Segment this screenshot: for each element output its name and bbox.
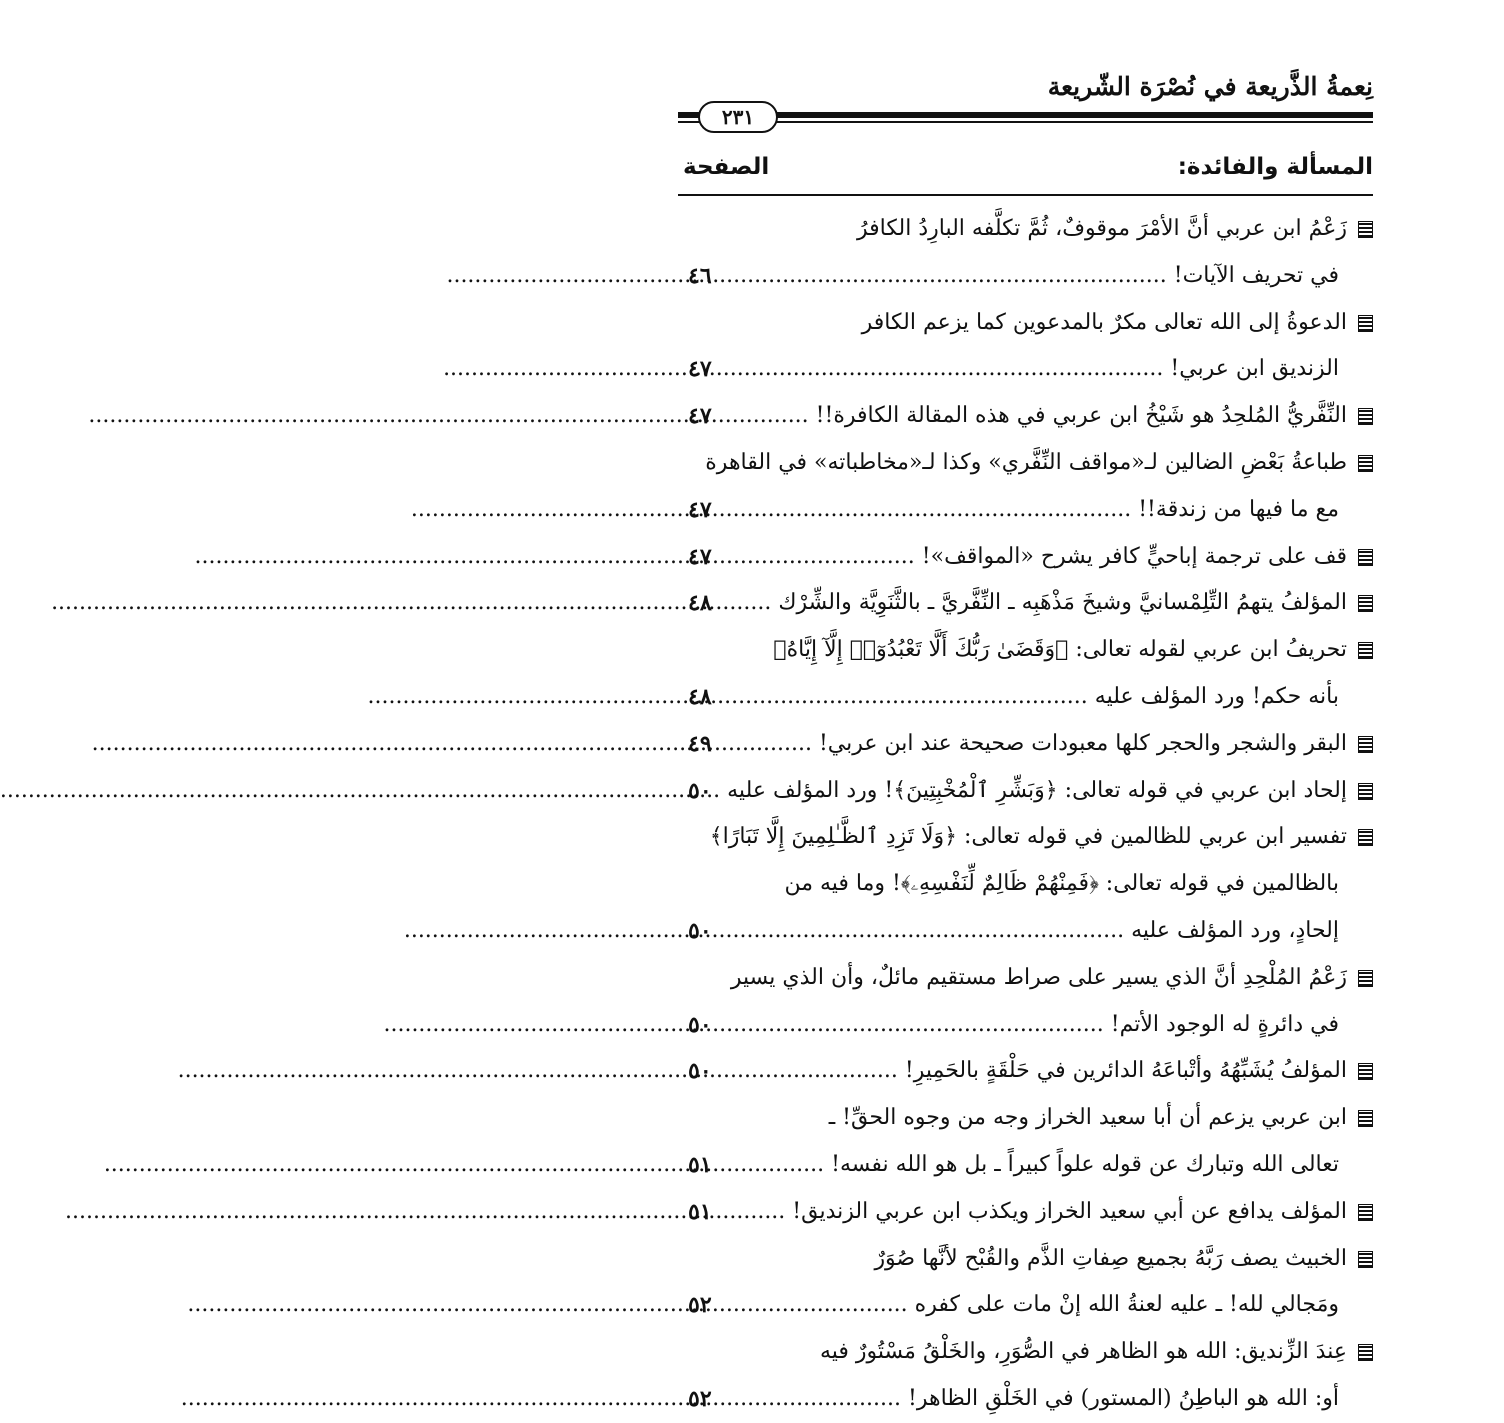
book-bullet-icon — [1358, 549, 1373, 566]
toc-entry-line — [678, 768, 1373, 815]
column-headers — [678, 150, 1373, 190]
toc-entry-text: زَعْمُ المُلْحِدِ أنَّ الذي يسير على صراط مستقيم مائلٌ، وأن الذي يسير — [730, 964, 1347, 990]
toc-entry-page: ٥٠ — [688, 777, 712, 804]
book-bullet-icon — [1358, 783, 1373, 800]
toc-entry-line — [678, 1048, 1373, 1095]
toc-entry-line — [678, 861, 1373, 908]
toc-entry-page: ٤٧ — [688, 543, 712, 570]
toc-entry-text: بالظالمين في قوله تعالى: ﴿فَمِنْهُمْ ظَالِمٌ لِّنَفْسِهِۦ﴾! وما فيه من — [784, 871, 1339, 897]
toc-entry-line — [678, 1236, 1373, 1283]
book-bullet-icon — [1358, 221, 1373, 238]
page-number: ٢٣١ — [698, 101, 778, 133]
toc-entry-line — [678, 674, 1373, 721]
toc-entry-line — [678, 627, 1373, 674]
toc-entry-text: في دائرةٍ له الوجود الأتم! ..... — [774, 1002, 1339, 1049]
toc-entry-line — [678, 440, 1373, 487]
toc-entry-text: المؤلف يدافع عن أبي سعيد الخراز ويكذب ابن عربي الزنديق! ..... — [774, 1189, 1347, 1236]
toc-entry — [678, 534, 1373, 581]
toc-entry-page: ٤٩ — [688, 730, 712, 757]
toc-entry-text: الزنديق ابن عربي! ..... — [774, 346, 1339, 393]
toc-entry-text: طباعةُ بَعْضِ الضالين لـ«مواقف النِّفَّري» وكذا لـ«مخاطباته» في القاهرة — [705, 449, 1347, 475]
toc-entry-page: ٤٧ — [688, 403, 712, 430]
toc-entry — [678, 300, 1373, 394]
toc-entry-page: ٤٨ — [688, 683, 712, 710]
column-topic-header: المسألة والفائدة: — [1177, 154, 1373, 180]
book-bullet-icon — [1358, 315, 1373, 332]
toc-entry-line — [678, 346, 1373, 393]
toc-entry-page: ٥١ — [688, 1151, 712, 1178]
book-bullet-icon — [1358, 595, 1373, 612]
toc-entry — [678, 1236, 1373, 1330]
toc-entry-text: البقر والشجر والحجر كلها معبودات صحيحة عند ابن عربي! ..... — [774, 721, 1347, 768]
toc-entry — [678, 1329, 1373, 1423]
header-rule — [678, 112, 1373, 124]
toc-entry-text: إلحادٍ، ورد المؤلف عليه ..... — [774, 908, 1339, 955]
book-bullet-icon — [1358, 1344, 1373, 1361]
toc-entry-text: المؤلفُ يتهمُ التِّلِمْسانيَّ وشيخَ مَذْهَبِه ـ النِّفَّريَّ ـ بالثَّنَوِيَّة والشِّرْك ..... — [774, 580, 1347, 627]
toc-entry-page: ٤٧ — [688, 496, 712, 523]
toc-entry — [678, 206, 1373, 300]
toc-entry-line — [678, 1002, 1373, 1049]
book-bullet-icon — [1358, 408, 1373, 425]
toc-entry-line — [678, 955, 1373, 1002]
toc-entry-page: ٥٠ — [688, 1011, 712, 1038]
book-bullet-icon — [1358, 970, 1373, 987]
book-bullet-icon — [1358, 1063, 1373, 1080]
toc-entry-page: ٥٠ — [688, 1058, 712, 1085]
toc-entries — [678, 206, 1373, 1423]
book-bullet-icon — [1358, 736, 1373, 753]
toc-entry-line — [678, 1329, 1373, 1376]
toc-entry-text: تعالى الله وتبارك عن قوله علواً كبيراً ـ بل هو الله نفسه! ..... — [774, 1142, 1339, 1189]
page-header — [678, 64, 1373, 134]
toc-entry — [678, 721, 1373, 768]
toc-entry-line — [678, 721, 1373, 768]
toc-entry-line — [678, 300, 1373, 347]
toc-entry — [678, 1189, 1373, 1236]
toc-entry-line — [678, 534, 1373, 581]
column-page-header: الصفحة — [683, 154, 770, 180]
toc-entry — [678, 393, 1373, 440]
toc-entry-text: ابن عربي يزعم أن أبا سعيد الخراز وجه من وجوه الحقِّ! ـ — [828, 1105, 1347, 1131]
toc-entry-text: تفسير ابن عربي للظالمين في قوله تعالى: ﴿وَلَا تَزِدِ ٱلظَّـٰلِمِينَ إِلَّا تَبَارًا﴾ — [709, 824, 1347, 850]
toc-entry-line — [678, 1189, 1373, 1236]
toc-entry-text: الخبيث يصف رَبَّهُ بجميع صِفاتِ الذَّم والقُبْح لأنَّها صُوَرٌ — [874, 1245, 1347, 1271]
toc-entry-line — [678, 1282, 1373, 1329]
toc-entry-line — [678, 814, 1373, 861]
toc-entry-line — [678, 206, 1373, 253]
toc-entry-line — [678, 1376, 1373, 1423]
book-bullet-icon — [1358, 1204, 1373, 1221]
toc-entry-text: عِندَ الزِّنديق: الله هو الظاهر في الصُّوَرِ، والخَلْقُ مَسْتُورٌ فيه — [819, 1339, 1347, 1365]
toc-entry-line — [678, 1095, 1373, 1142]
book-bullet-icon — [1358, 1110, 1373, 1127]
toc-entry-line — [678, 580, 1373, 627]
toc-entry-text: بأنه حكم! ورد المؤلف عليه ..... — [774, 674, 1339, 721]
toc-entry-page: ٤٦ — [688, 262, 712, 289]
toc-entry-text: الدعوةُ إلى الله تعالى مكرٌ بالمدعوين كما يزعم الكافر — [861, 309, 1347, 335]
toc-entry-text: إلحاد ابن عربي في قوله تعالى: ﴿وَبَشِّرِ ٱلْمُخْبِتِينَ﴾! ورد المؤلف عليه ..... — [774, 768, 1347, 815]
toc-entry-page: ٤٨ — [688, 590, 712, 617]
toc-entry — [678, 1048, 1373, 1095]
toc-entry-text: أو: الله هو الباطِنُ (المستور) في الخَلْقِ الظاهر! ..... — [774, 1376, 1339, 1423]
toc-entry-page: ٤٧ — [688, 356, 712, 383]
book-bullet-icon — [1358, 1251, 1373, 1268]
toc-entry — [678, 814, 1373, 954]
toc-entry-text: في تحريف الآيات! ..... — [774, 253, 1339, 300]
toc-entry — [678, 1095, 1373, 1189]
toc-entry — [678, 580, 1373, 627]
toc-entry-page: ٥٢ — [688, 1292, 712, 1319]
toc-entry-page: ٥١ — [688, 1198, 712, 1225]
toc-entry — [678, 440, 1373, 534]
toc-entry-line — [678, 908, 1373, 955]
toc-entry-text: المؤلفُ يُشَبِّهُهُ وأتْباعَهُ الدائرين في حَلْقَةٍ بالحَمِيرِ! ..... — [774, 1048, 1347, 1095]
toc-entry-line — [678, 393, 1373, 440]
toc-entry-line — [678, 1142, 1373, 1189]
toc-entry-text: مع ما فيها من زندقة!! ..... — [774, 487, 1339, 534]
toc-entry-text: زَعْمُ ابن عربي أنَّ الأمْرَ موقوفٌ، ثُمَّ تكلَّفه البارِدُ الكافرُ — [857, 216, 1347, 241]
book-bullet-icon — [1358, 829, 1373, 846]
toc-entry-text: قف على ترجمة إباحيٍّ كافر يشرح «المواقف»! ..... — [774, 534, 1347, 581]
toc-entry — [678, 627, 1373, 721]
toc-entry-page: ٥٢ — [688, 1385, 712, 1412]
book-title: نِعمةُ الذَّريعة في نُصْرَة الشّريعة — [1047, 72, 1373, 101]
toc-entry-text: النِّفَّريُّ المُلحِدُ هو شَيْخُ ابن عربي في هذه المقالة الكافرة!! ..... — [774, 393, 1347, 440]
toc-entry — [678, 955, 1373, 1049]
column-header-rule — [678, 194, 1373, 196]
book-bullet-icon — [1358, 455, 1373, 472]
toc-entry-text: ومَجالي لله! ـ عليه لعنةُ الله إنْ مات على كفره ..... — [774, 1282, 1339, 1329]
toc-entry-text: تحريفُ ابن عربي لقوله تعالى: ﴿وَقَضَىٰ رَبُّكَ أَلَّا تَعْبُدُوٓا۟ إِلَّآ إِيَّاهُ﴾ — [773, 637, 1347, 663]
toc-entry — [678, 768, 1373, 815]
book-bullet-icon — [1358, 642, 1373, 659]
toc-entry-line — [678, 487, 1373, 534]
toc-entry-line — [678, 253, 1373, 300]
toc-entry-page: ٥٠ — [688, 917, 712, 944]
